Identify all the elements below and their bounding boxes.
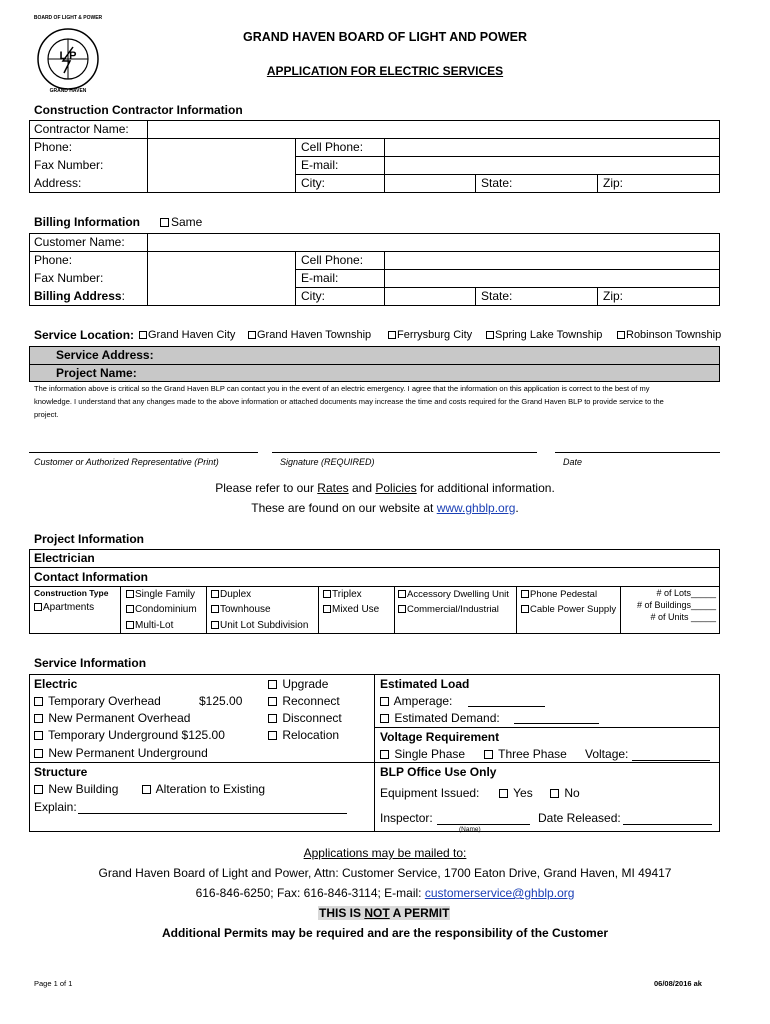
mixed-use-checkbox[interactable] — [323, 605, 331, 613]
refer-line — [0, 481, 770, 495]
adu-checkbox[interactable] — [398, 590, 406, 598]
relocation-option[interactable] — [268, 728, 339, 742]
billing-phone-label: Phone: — [34, 253, 73, 267]
reconnect-label: Reconnect — [282, 694, 340, 708]
location-option-gh-township[interactable] — [248, 329, 371, 341]
date-line[interactable] — [555, 452, 720, 453]
alteration-checkbox[interactable] — [142, 785, 151, 794]
date-released-label: Date Released: — [538, 811, 621, 825]
new-overhead-option[interactable] — [34, 711, 190, 725]
alteration-label: Alteration to Existing — [155, 782, 266, 796]
mailing-address: Grand Haven Board of Light and Power, Attn: Customer Service, 1700 Eaton Drive, Grand Haven, MI 49417 — [98, 866, 672, 880]
three-phase-option[interactable] — [484, 747, 567, 761]
project-heading: Project Information — [34, 532, 145, 546]
yes-label: Yes — [513, 786, 533, 800]
temp-overhead-option[interactable] — [34, 694, 161, 708]
billing-fax-label: Fax Number: — [34, 271, 104, 285]
logo-text-bottom: GRAND HAVEN — [49, 88, 87, 94]
voltage-line[interactable] — [632, 760, 710, 761]
service-address-label: Service Address: — [56, 348, 154, 362]
cable-power-option[interactable] — [521, 604, 616, 615]
construction-type-label: Construction Type — [34, 588, 109, 598]
yes-option[interactable] — [499, 786, 533, 800]
explain-label: Explain: — [34, 800, 77, 814]
spring-lake-label: Spring Lake Township — [495, 329, 603, 341]
structure-label: Structure — [34, 765, 88, 779]
temp-underground-checkbox[interactable] — [34, 731, 43, 740]
estimated-demand-option[interactable] — [380, 711, 500, 725]
townhouse-label: Townhouse — [220, 604, 271, 615]
contact-line — [0, 886, 770, 900]
reconnect-checkbox[interactable] — [268, 697, 277, 706]
estimated-demand-label: Estimated Demand: — [394, 711, 500, 725]
cable-power-checkbox[interactable] — [521, 605, 529, 613]
single-family-label: Single Family — [135, 589, 196, 600]
robinson-label: Robinson Township — [626, 329, 722, 341]
spring-lake-checkbox[interactable] — [486, 331, 494, 339]
multi-lot-option[interactable] — [126, 620, 173, 631]
permit-not: NOT — [364, 906, 390, 920]
apartments-checkbox[interactable] — [34, 603, 42, 611]
new-overhead-checkbox[interactable] — [34, 714, 43, 723]
new-building-option[interactable] — [34, 782, 118, 796]
refer-prefix: Please refer to our — [215, 481, 318, 495]
disclaimer-line-3: project. — [34, 410, 59, 419]
temp-overhead-label: Temporary Overhead — [48, 694, 161, 708]
billing-state-label: State: — [481, 289, 513, 303]
unit-lot-option[interactable] — [211, 620, 308, 631]
name-caption: (Name) — [459, 826, 481, 833]
amperage-option[interactable] — [380, 694, 452, 708]
single-phase-checkbox[interactable] — [380, 750, 389, 759]
contractor-name-label: Contractor Name: — [34, 122, 129, 136]
same-label: Same — [171, 215, 203, 229]
triplex-label: Triplex — [332, 589, 362, 600]
new-overhead-label: New Permanent Overhead — [48, 711, 191, 725]
same-checkbox[interactable] — [160, 218, 169, 227]
rates-link[interactable]: Rates — [317, 481, 349, 495]
new-underground-label: New Permanent Underground — [48, 746, 208, 760]
new-building-label: New Building — [48, 782, 119, 796]
office-use-label: BLP Office Use Only — [380, 765, 497, 779]
refer-and: and — [348, 481, 376, 495]
date-released-line[interactable] — [623, 824, 712, 825]
billing-city-label: City: — [301, 289, 325, 303]
mailed-heading: Applications may be mailed to: — [303, 846, 467, 860]
gh-city-checkbox[interactable] — [139, 331, 147, 339]
estimated-demand-checkbox[interactable] — [380, 714, 389, 723]
electrician-label: Electrician — [34, 551, 95, 565]
temp-overhead-price: $125.00 — [199, 694, 243, 708]
additional-permits: Additional Permits may be required and are the responsibility of the Customer — [161, 926, 609, 940]
temp-underground-option[interactable] — [34, 728, 225, 742]
gh-township-checkbox[interactable] — [248, 331, 256, 339]
signature-line[interactable] — [272, 452, 537, 453]
permit-a: THIS IS — [319, 906, 365, 920]
relocation-label: Relocation — [282, 728, 340, 742]
duplex-option[interactable] — [211, 589, 251, 600]
temp-overhead-checkbox[interactable] — [34, 697, 43, 706]
location-option-ferrysburg[interactable] — [388, 329, 472, 341]
apartments-label: Apartments — [43, 602, 95, 613]
date-caption: Date — [563, 457, 583, 467]
service-heading: Service Information — [34, 656, 147, 670]
multi-lot-label: Multi-Lot — [135, 620, 174, 631]
contractor-cell-label: Cell Phone: — [301, 140, 364, 154]
triplex-option[interactable] — [323, 589, 362, 600]
signature-caption: Signature (REQUIRED) — [280, 457, 375, 467]
contractor-heading: Construction Contractor Information — [34, 103, 243, 117]
duplex-label: Duplex — [220, 589, 252, 600]
contractor-fax-label: Fax Number: — [34, 158, 104, 172]
relocation-checkbox[interactable] — [268, 731, 277, 740]
new-building-checkbox[interactable] — [34, 785, 43, 794]
townhouse-checkbox[interactable] — [211, 605, 219, 613]
website-link[interactable]: www.ghblp.org — [436, 501, 516, 515]
condominium-option[interactable] — [126, 604, 197, 615]
page-number: Page 1 of 1 — [34, 979, 73, 988]
revision-date: 06/08/2016 ak — [654, 979, 702, 988]
robinson-checkbox[interactable] — [617, 331, 625, 339]
location-option-robinson[interactable] — [617, 329, 721, 341]
equipment-issued-label: Equipment Issued: — [380, 786, 480, 800]
upgrade-option[interactable] — [268, 677, 328, 691]
contractor-city-label: City: — [301, 176, 325, 190]
no-option[interactable] — [550, 786, 580, 800]
contractor-email-label: E-mail: — [301, 158, 339, 172]
alteration-option[interactable] — [142, 782, 265, 796]
disclaimer-line-2: knowledge. I understand that any changes made to the above information or attached documents may increase the time and costs required for the Grand Haven BLP to provide service to the — [34, 397, 664, 406]
estimated-demand-line[interactable] — [514, 723, 599, 724]
voltage-label: Voltage: — [585, 747, 629, 761]
ferrysburg-checkbox[interactable] — [388, 331, 396, 339]
billing-address-label — [34, 289, 125, 303]
print-name-line[interactable] — [29, 452, 258, 453]
logo-text-top: BOARD OF LIGHT & POWER — [33, 15, 103, 21]
policies-link[interactable]: Policies — [375, 481, 417, 495]
commercial-checkbox[interactable] — [398, 605, 406, 613]
disconnect-option[interactable] — [268, 711, 342, 725]
amperage-line[interactable] — [468, 706, 545, 707]
website-line — [0, 501, 770, 515]
billing-zip-label: Zip: — [603, 289, 624, 303]
upgrade-checkbox[interactable] — [268, 680, 277, 689]
contractor-state-label: State: — [481, 176, 513, 190]
phone-pedestal-option[interactable] — [521, 589, 597, 600]
electric-label: Electric — [34, 677, 78, 691]
inspector-label: Inspector: — [380, 811, 433, 825]
duplex-checkbox[interactable] — [211, 590, 219, 598]
logo-letters: L P — [59, 50, 77, 62]
unit-lot-label: Unit Lot Subdivision — [220, 620, 309, 631]
gh-city-label: Grand Haven City — [148, 329, 236, 341]
single-phase-label: Single Phase — [394, 747, 466, 761]
lots-field[interactable]: # of Lots_____ — [656, 588, 716, 598]
explain-line[interactable] — [78, 813, 347, 814]
temp-underground-label: Temporary Underground $125.00 — [48, 728, 225, 742]
amperage-label: Amperage: — [393, 694, 453, 708]
condominium-checkbox[interactable] — [126, 605, 134, 613]
yes-checkbox[interactable] — [499, 789, 508, 798]
website-prefix: These are found on our website at — [251, 501, 437, 515]
billing-email-label: E-mail: — [301, 271, 339, 285]
new-underground-option[interactable] — [34, 746, 208, 760]
print-name-caption: Customer or Authorized Representative (Print) — [34, 457, 219, 467]
mixed-use-label: Mixed Use — [332, 604, 380, 615]
estimated-load-label: Estimated Load — [380, 677, 470, 691]
location-option-spring-lake[interactable] — [486, 329, 602, 341]
no-checkbox[interactable] — [550, 789, 559, 798]
three-phase-label: Three Phase — [498, 747, 567, 761]
single-family-option[interactable] — [126, 589, 195, 600]
commercial-option[interactable] — [398, 604, 499, 615]
single-phase-option[interactable] — [380, 747, 465, 761]
service-location-label: Service Location: — [34, 328, 135, 342]
billing-address-text: Billing Address — [34, 289, 122, 303]
cable-power-label: Cable Power Supply — [530, 604, 617, 615]
billing-same-option[interactable] — [160, 215, 202, 229]
permit-b: A PERMIT — [389, 906, 450, 920]
contractor-zip-label: Zip: — [603, 176, 624, 190]
website-suffix: . — [515, 501, 519, 515]
reconnect-option[interactable] — [268, 694, 340, 708]
multi-lot-checkbox[interactable] — [126, 621, 134, 629]
email-link[interactable]: customerservice@ghblp.org — [424, 886, 575, 900]
unit-lot-checkbox[interactable] — [211, 621, 219, 629]
triplex-checkbox[interactable] — [323, 590, 331, 598]
phone-pedestal-checkbox[interactable] — [521, 590, 529, 598]
adu-option[interactable] — [398, 589, 509, 600]
new-underground-checkbox[interactable] — [34, 749, 43, 758]
units-field[interactable]: # of Units _____ — [650, 612, 716, 622]
contractor-address-label: Address: — [34, 176, 82, 190]
phone-pedestal-label: Phone Pedestal — [530, 589, 598, 600]
phone-fax-text: 616-846-6250; Fax: 616-846-3114; E-mail: — [195, 886, 425, 900]
contact-info-label: Contact Information — [34, 570, 148, 584]
permit-notice — [318, 906, 450, 920]
upgrade-label: Upgrade — [282, 677, 329, 691]
org-name: GRAND HAVEN BOARD OF LIGHT AND POWER — [242, 30, 528, 44]
adu-label: Accessory Dwelling Unit — [407, 589, 509, 600]
ferrysburg-label: Ferrysburg City — [397, 329, 473, 341]
billing-cell-label: Cell Phone: — [301, 253, 364, 267]
apartments-option[interactable] — [34, 602, 94, 613]
townhouse-option[interactable] — [211, 604, 271, 615]
no-label: No — [564, 786, 580, 800]
billing-heading: Billing Information — [34, 215, 140, 229]
voltage-req-label: Voltage Requirement — [380, 730, 500, 744]
buildings-field[interactable]: # of Buildings_____ — [636, 600, 716, 610]
refer-suffix: for additional information. — [416, 481, 555, 495]
commercial-label: Commercial/Industrial — [407, 604, 499, 615]
contractor-phone-label: Phone: — [34, 140, 73, 154]
mixed-use-option[interactable] — [323, 604, 379, 615]
single-family-checkbox[interactable] — [126, 590, 134, 598]
inspector-line[interactable] — [437, 824, 530, 825]
project-name-label: Project Name: — [56, 366, 137, 380]
gh-township-label: Grand Haven Township — [257, 329, 372, 341]
billing-address-colon: : — [121, 289, 125, 303]
disclaimer-line-1: The information above is critical so the Grand Haven BLP can contact you in the event of an electric emergency. I agree that the information on this application is correct to the best of my — [34, 384, 650, 393]
disconnect-label: Disconnect — [282, 711, 342, 725]
billing-customer-label: Customer Name: — [34, 235, 125, 249]
amperage-checkbox[interactable] — [380, 697, 389, 706]
page-title: APPLICATION FOR ELECTRIC SERVICES — [266, 64, 504, 78]
condominium-label: Condominium — [135, 604, 197, 615]
three-phase-checkbox[interactable] — [484, 750, 493, 759]
disconnect-checkbox[interactable] — [268, 714, 277, 723]
location-option-gh-city[interactable] — [139, 329, 235, 341]
